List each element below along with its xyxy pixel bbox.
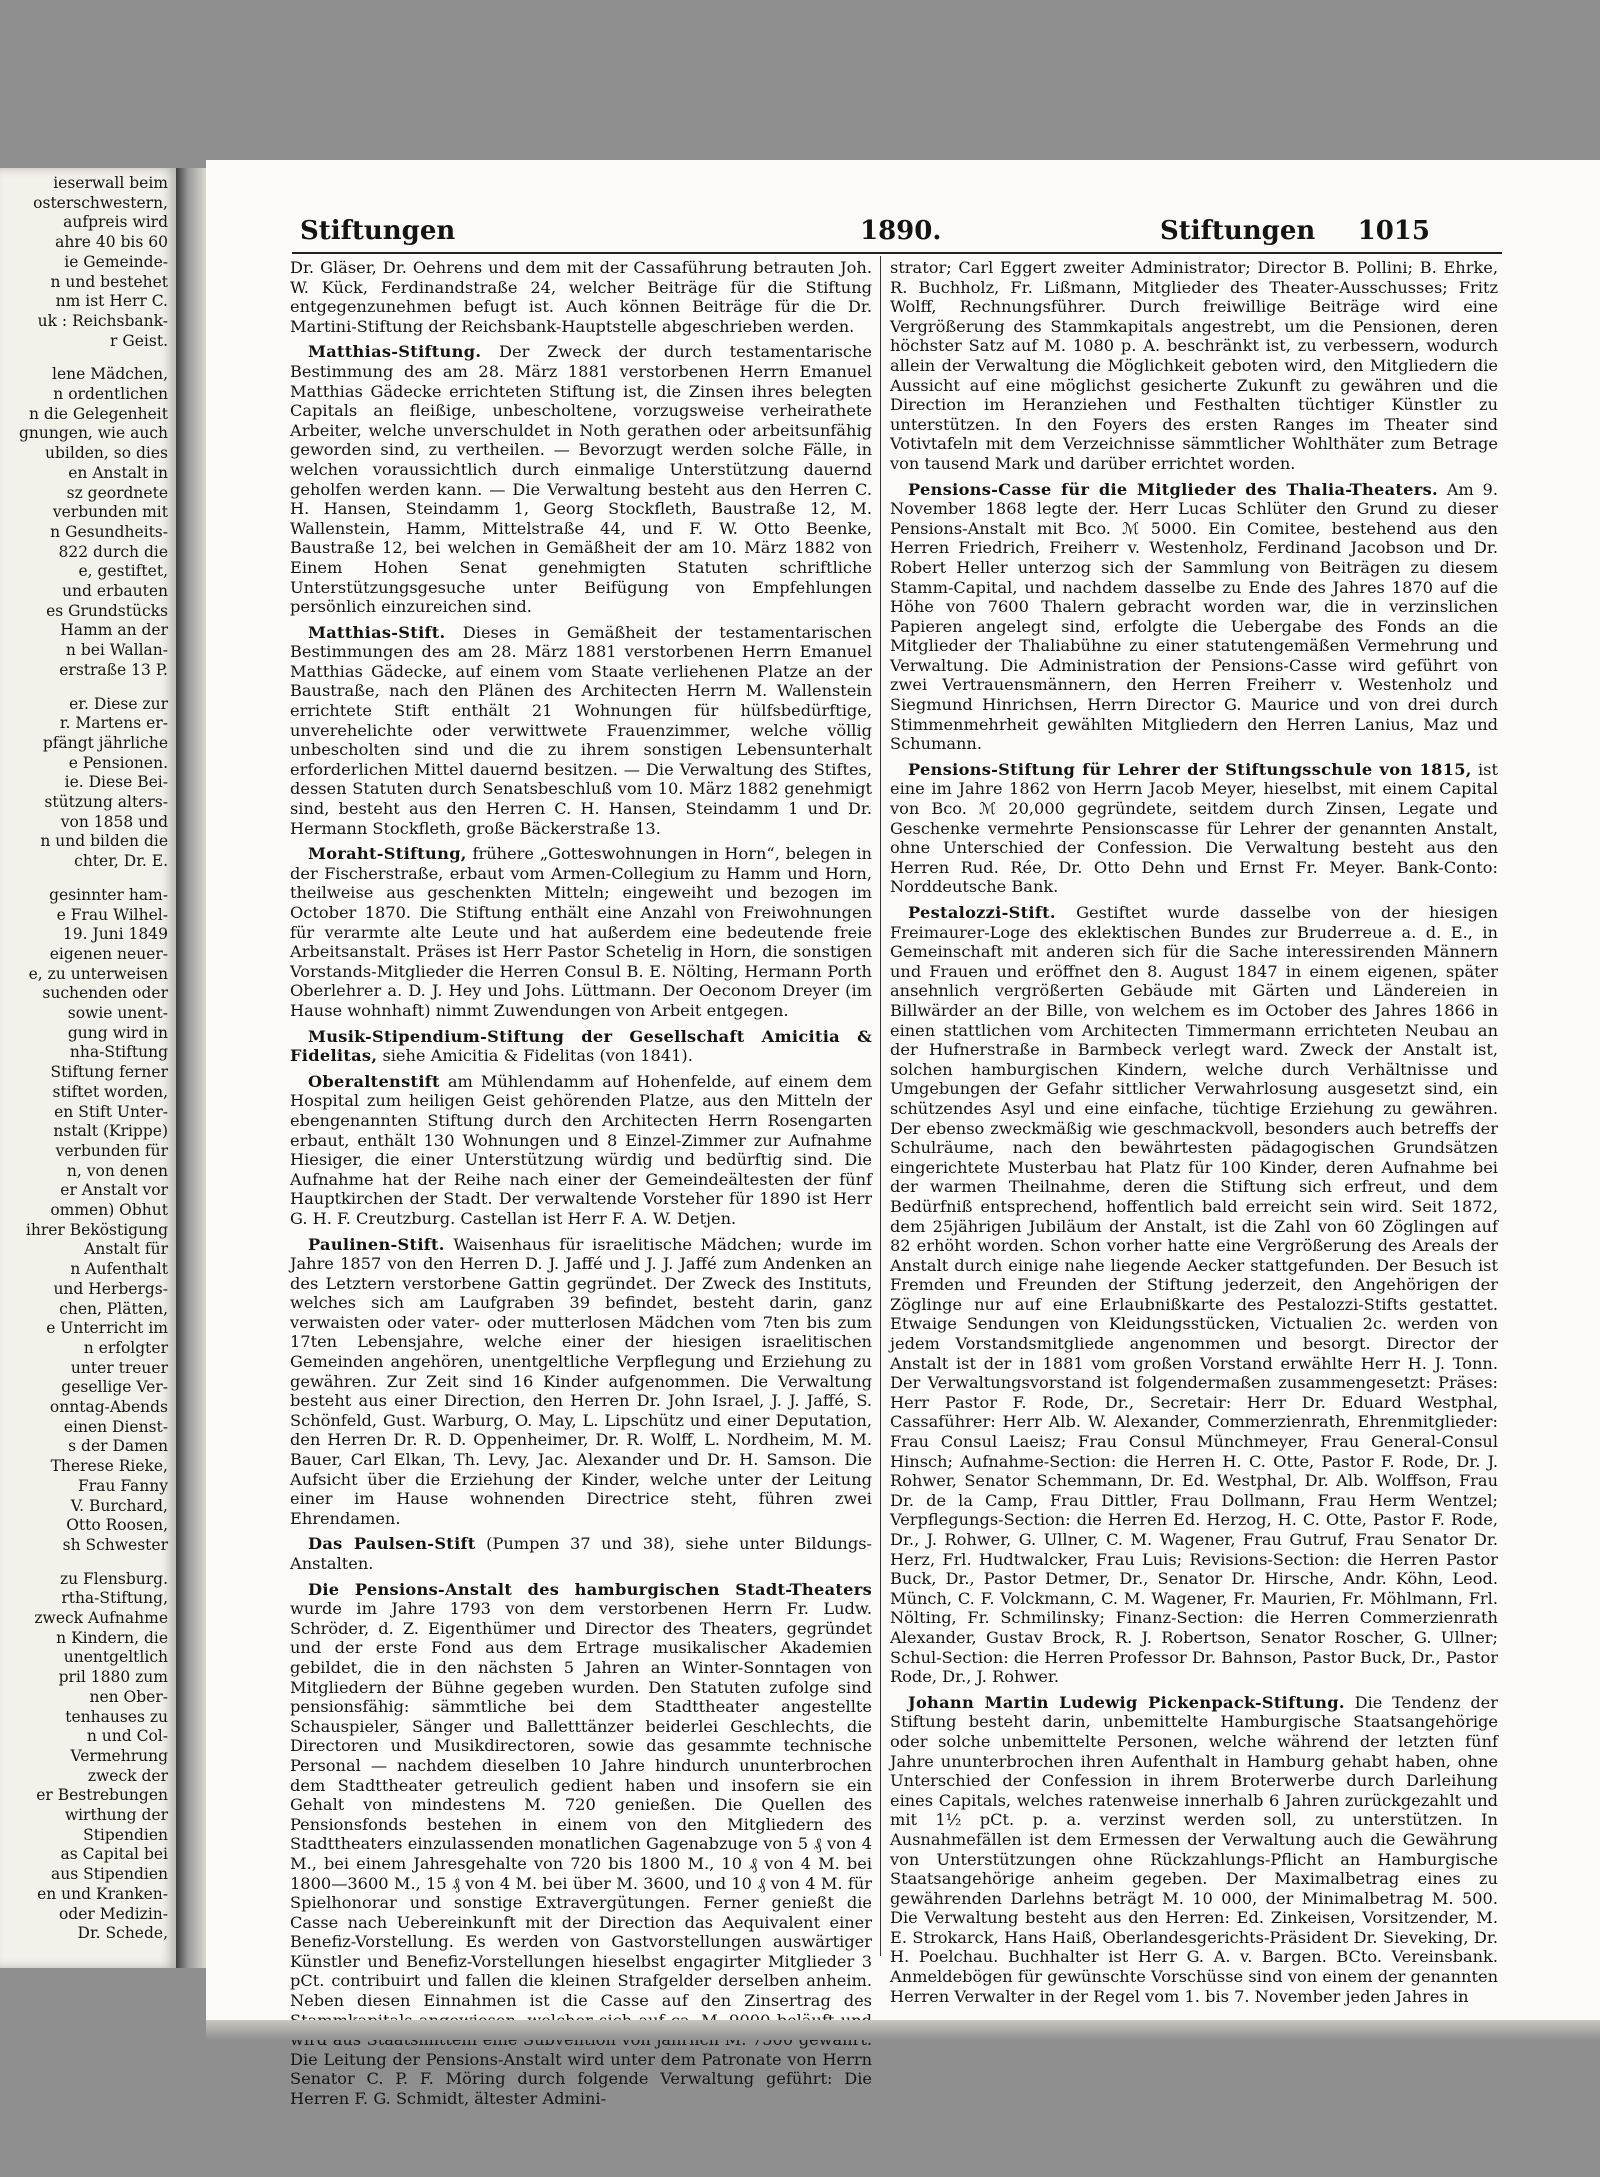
column-intro: Dr. Gläser, Dr. Oehrens und dem mit der Cassaführung betrauten Joh. W. Kück, Ferdinandstraße 24, welcher Beiträge für die Stiftung entgegenzunehmen befugt ist. Auch können Beiträge für die Dr. Martini-Stiftung der Reichsbank-Hauptstelle abgeschrieben werden. <box>290 258 872 336</box>
fragment-line: e Frau Wilhel- <box>56 905 168 924</box>
entry-title: Moraht-Stiftung, <box>308 844 467 864</box>
right-column <box>890 258 1498 2012</box>
entry-title: Matthias-Stiftung. <box>308 342 482 362</box>
fragment-line: unter treuer <box>70 1358 168 1377</box>
fragment-line: en Anstalt in <box>68 463 168 482</box>
fragment-line: pril 1880 zum <box>58 1668 168 1687</box>
entry-paragraph <box>890 903 1498 1687</box>
fragment-line: ie Gemeinde- <box>64 252 168 271</box>
fragment-line: en Stift Unter- <box>54 1102 168 1121</box>
entry-paragraph <box>290 1027 872 1066</box>
entry-text: ist eine im Jahre 1862 von Herrn Jacob Meyer, hieselbst, mit einem Capital von Bco. ℳ 20,000 gegründete, seitdem durch Zinsen, Legate und Geschenke vermehrte Pensionscasse für Lehrer der genannten Anstalt, ohne Unterschied der Confession. Die Verwaltung besteht aus den Herren Rud. Rée, Dr. Otto Dehn und Ernst Fr. Meyer. Bank-Conto: Norddeutsche Bank. <box>890 759 1498 897</box>
fragment-line: r. Martens er- <box>59 714 168 733</box>
fragment-line: n Gesundheits- <box>50 522 168 541</box>
fragment-line: Anstalt für <box>84 1240 168 1259</box>
fragment-line: Hamm an der <box>60 621 168 640</box>
fragment-line: ubilden, so dies <box>45 444 168 463</box>
fragment-line: s der Damen <box>68 1437 168 1456</box>
fragment-line: und erbauten <box>62 582 168 600</box>
fragment-line: n Kindern, die <box>56 1628 168 1647</box>
fragment-line: Frau Fanny <box>78 1476 168 1495</box>
header-right-title: Stiftungen <box>1160 216 1316 246</box>
fragment-line: nha-Stiftung <box>69 1043 168 1062</box>
fragment-line: suchenden oder <box>42 984 168 1003</box>
fragment-line: wirthung der <box>64 1806 168 1824</box>
entry-text: Am 9. November 1868 legte der. Herr Lucas Schlüter den Grund zu dieser Pensions-Anstalt mit Bco. ℳ 5000. Ein Comitee, bestehend aus den Herren Friedrich, Freiherr v. Westenholz, Ferdinand Jacobson und Dr. Robert Heller unterzog sich der Sammlung von Beiträgen zu diesem Stamm-Capital, und nachdem dasselbe zu Ende des Jahres 1870 auf die Höhe von 7600 Thalern gebracht worden war, die in verzinslichen Papieren angelegt sind, erfolgte die Uebergabe des Fonds an die Mitglieder der Thaliabühne zu einer statutengemäßen Vermehrung und Verwaltung. Die Administration der Pensions-Casse wird geführt von zwei Vertrauensmännern, den Herren Freiherr v. Westenholz und Siegmund Hinrichsen, Herrn Director G. Maurice und von drei durch Stimmenmehrheit gewählten Mitgliedern den Herren Lanius, Maz und Schumann. <box>890 479 1498 754</box>
entry-title: Musik-Stipendium-Stiftung der Gesellschaft Amicitia & Fidelitas, <box>290 1026 872 1066</box>
fragment-line: von 1858 und <box>60 812 168 831</box>
fragment-line: er Bestrebungen <box>36 1786 168 1805</box>
entry-title: Pensions-Casse für die Mitglieder des Thalia-Theaters. <box>908 479 1438 499</box>
entry-title: Johann Martin Ludewig Pickenpack-Stiftung. <box>908 1692 1345 1712</box>
column-intro: strator; Carl Eggert zweiter Administrator; Director B. Pollini; B. Ehrke, R. Buchholz, Fr. Lißmann, Mitglieder des Theater-Ausschusses; Fritz Wolff, Rechnungsführer. Durch freiwillige Beiträge wird eine Vergrößerung des Stammkapitals angestrebt, um die Pensionen, deren höchster Satz auf M. 1080 p. A. beschränkt ist, zu verbessern, wodurch allein der Verwaltung die Möglichkeit geboten wird, den Mitgliedern die Aussicht auf eine möglichst gesicherte Zukunft zu gewähren und die Direction im Heranziehen und Festhalten tüchtiger Künstler zu unterstützen. In den Foyers des ersten Ranges im Theater sind Votivtafeln mit dem Verzeichnisse sämmtlicher Wohlthäter zum Betrage von tausend Mark und darüber errichtet worden. <box>890 258 1498 473</box>
entry-text: am Mühlendamm auf Hohenfelde, auf einem dem Hospital zum heiligen Geist gehörenden Platze, aus den Mitteln der ebengenannten Stiftung durch den Architecten Herrn Rosengarten erbaut, enthält 130 Wohnungen und 8 Einzel-Zimmer zur Aufnahme Hiesiger, die einer Unterstützung würdig und bedürftig sind. Die Aufnahme hat der Reihe nach einer der Gemeindeältesten der fünf Hauptkirchen der Stadt. Der verwaltende Vorsteher für 1890 ist Herr G. H. F. Creutzburg. Castellan ist Herr F. A. W. Detjen. <box>290 1071 872 1228</box>
page-number: 1015 <box>1357 216 1430 246</box>
entry-paragraph <box>290 623 872 839</box>
entry-title: Das Paulsen-Stift <box>308 1534 476 1554</box>
fragment-line: n bei Wallan- <box>65 641 168 660</box>
fragment-line: gesellige Ver- <box>61 1378 168 1397</box>
fragment-line: nen Ober- <box>89 1687 168 1706</box>
fragment-line: 822 durch die <box>58 542 168 561</box>
column-divider <box>880 256 881 1956</box>
header-left-title: Stiftungen <box>300 216 456 246</box>
fragment-line: nm ist Herr C. <box>55 292 168 311</box>
entry-title: Oberaltenstift <box>308 1071 440 1091</box>
fragment-line: zu Flensburg. <box>59 1569 168 1588</box>
book-gutter <box>176 168 206 1968</box>
entry-title: Pestalozzi-Stift. <box>908 903 1056 922</box>
fragment-line: n und Col- <box>86 1727 168 1746</box>
fragment-line: sh Schwester <box>62 1535 168 1554</box>
fragment-line: nstalt (Krippe) <box>53 1122 168 1141</box>
fragment-line: n und bilden die <box>40 832 168 851</box>
fragment-line: pfängt jährliche <box>42 733 168 752</box>
fragment-line: er. Diese zur <box>69 694 168 713</box>
entry-text: (Pumpen 37 und 38), siehe unter Bildungs-Anstalten. <box>290 1534 872 1573</box>
header-rule <box>292 252 1502 254</box>
entry-paragraph <box>290 1072 872 1229</box>
fragment-line: es Grundstücks <box>46 601 168 620</box>
fragment-line: ahre 40 bis 60 <box>55 233 168 252</box>
entry-title: Die Pensions-Anstalt des hamburgischen Stadt-Theaters <box>308 1579 872 1599</box>
fragment-line: onntag-Abends <box>49 1398 168 1416</box>
fragment-line: tenhauses zu <box>65 1707 168 1726</box>
fragment-line: n die Gelegenheit <box>29 404 168 423</box>
fragment-line: gesinnter ham- <box>49 885 168 904</box>
entry-text: wurde im Jahre 1793 von dem verstorbenen Herrn Fr. Ludw. Schröder, d. Z. Eigenthümer und Director des Theaters, gegründet und der erste Fond aus dem Ertrage musikalischer Akademien gebildet, die in den nächsten 5 Jahren an Winter-Sonntagen von Mitgliedern der Bühne gegeben wurden. Den Statuten zufolge sind pensionsfähig: sämmtliche bei dem Stadttheater angestellte Schauspieler, Sänger und Balletttänzer beiderlei Geschlechts, die Directoren und Musikdirectoren, sowie das gesammte technische Personal — nachdem dieselben 10 Jahre hindurch ununterbrochen dem Stadttheater getreulich gedient haben und insofern sie ein Gehalt von mindestens M. 720 genießen. Die Quellen des Pensionsfonds bestehen in einem von den Mitgliedern des Stadttheaters einzulassenden monatlichen Gagenabzuge von 5 ₰ von 4 M., bei einem Jahresgehalte von 720 bis 1800 M., 10 ₰ von 4 M. bei 1800—3600 M., 15 ₰ von 4 M. bei über M. 3600, und 10 ₰ von 4 M. für Spielhonorar und sonstige Extravergütungen. Ferner genießt die Casse nach Uebereinkunft mit der Direction das Aequivalent einer Benefiz-Vorstellung. Es werden von Gastvorstellungen auswärtiger Künstler und Benefiz-Vorstellungen hieselbst engagirter Mitglieder 3 pCt. contribuirt und fallen die kleinen Strafgelder derselben anheim. Neben diesen Einnahmen ist die Casse auf den Zinsertrag des Die Leitung der Pensions-Anstalt wird unter dem Patronate von Herrn Senator C. P. F. Möring durch folgende Verwaltung geführt: Die Herren F. G. Schmidt, ältester Admini- <box>290 1599 872 2109</box>
entry-text: Der Zweck der durch testamentarische Bestimmung des am 28. März 1881 verstorbenen Herrn Emanuel Matthias Gädecke errichteten Stiftung ist, die Zinsen ihres belegten Capitals an fleißige, unbescholtene, vorzugsweise verheirathete Arbeiter, welche unverschuldet in Noth gerathen oder arbeitsunfähig geworden sind, zu vertheilen. — Bevorzugt werden solche Fälle, in welchen voraussichtlich durch einmalige Unterstützung dauernd geholfen werden kann. — Die Verwaltung besteht aus den Herren C. H. Hansen, Steindamm 1, Georg Stockfleth, Baustraße 12, M. Wallenstein, Hamm, Mittelstraße 44, und F. W. Otto Beenke, Baustraße 12, bei welchen in Gemäßheit der am 10. März 1882 von Einem Hohen Senat genehmigten Statuten schriftliche Unterstützungsgesuche unter Beifügung von Empfehlungen persönlich einzureichen sind. <box>290 342 872 617</box>
fragment-line: chen, Plätten, <box>59 1299 168 1318</box>
fragment-line: ommen) Obhut <box>50 1201 168 1219</box>
fragment-line: aufpreis wird <box>63 213 168 232</box>
left-column <box>290 258 872 2115</box>
fragment-line: ieserwall beim <box>53 174 168 192</box>
entry-text: frühere „Gotteswohnungen in Horn“, belegen in der Fischerstraße, erbaut vom Armen-Collegium zu Hamm und Horn, theilweise aus geschenkten Mitteln; eingeweiht und bezogen im October 1870. Die Stiftung enthält eine Anzahl von Freiwohnungen für verarmte alte Leute und hat außerdem eine bedeutende freie Arbeitsanstalt. Präses ist Herr Pastor Schetelig in Horn, die sonstigen Vorstands-Mitglieder die Herren Consul B. E. Nölting, Hermann Porth Oberlehrer a. D. J. Hey und Johs. Lüttmann. Der Oeconom Dreyer (im Hause wohnhaft) nimmt Zuwendungen von Arbeit entgegen. <box>290 844 872 1020</box>
entry-paragraph <box>290 1534 872 1573</box>
fragment-line: stützung alters- <box>44 793 168 811</box>
header-year: 1890. <box>860 216 942 246</box>
fragment-line: n und bestehet <box>50 272 168 291</box>
fragment-line: ihrer Beköstigung <box>25 1220 168 1239</box>
fragment-line: sz geordnete <box>66 483 168 502</box>
fragment-line: einen Dienst- <box>63 1417 168 1436</box>
fragment-line: ie. Diese Bei- <box>64 773 168 792</box>
entry-title: Matthias-Stift. <box>308 622 446 642</box>
fragment-line: en und Kranken- <box>37 1884 168 1903</box>
fragment-line: uk : Reichsbank- <box>37 311 168 330</box>
fragment-line: verbunden mit <box>52 503 168 522</box>
fragment-line: Stipendien <box>83 1825 168 1844</box>
fragment-line: Dr. Schede, <box>77 1924 168 1943</box>
entry-text: Dieses in Gemäßheit der testamentarischen Bestimmungen des am 28. März 1881 verstorbenen Herrn Emanuel Matthias Gädecke, auf einem vom Staate verliehenen Platze an der Baustraße, nach den Plänen des Architecten Herrn M. Wallenstein errichtete Stift enthält 21 Wohnungen für hülfsbedürftige, unverehelichte oder verwittwete Frauenzimmer, welche völlig unbescholten sind und die zu ihrem sonstigen Lebensunterhalt erforderlichen Mittel dauernd besitzen. — Die Verwaltung des Stiftes, dessen Statuten durch Senatsbeschluß vom 10. März 1882 genehmigt sind, besteht aus den Herren C. H. Hansen, Steindamm 1 und Dr. Hermann Stockfleth, große Bäckerstraße 13. <box>290 622 872 838</box>
fragment-line: V. Burchard, <box>70 1496 168 1515</box>
entry-paragraph <box>290 844 872 1020</box>
fragment-line: as Capital bei <box>60 1845 168 1864</box>
entry-title: Paulinen-Stift. <box>308 1234 445 1254</box>
fragment-line: verbunden für <box>55 1141 168 1160</box>
fragment-line: Vermehrung <box>70 1746 168 1765</box>
fragment-line: e, gestiftet, <box>78 562 168 581</box>
fragment-line: und Herbergs- <box>53 1279 168 1298</box>
entry-paragraph <box>290 342 872 616</box>
fragment-line: Stiftung ferner <box>50 1063 168 1082</box>
fragment-line: lene Mädchen, <box>52 365 168 384</box>
fragment-line: e Pensionen. <box>68 753 168 772</box>
fragment-line: Otto Roosen, <box>66 1516 168 1535</box>
fragment-line: stiftet worden, <box>52 1082 168 1101</box>
fragment-line: sowie unent- <box>67 1004 168 1022</box>
fragment-line: er Anstalt vor <box>60 1181 168 1200</box>
entry-paragraph <box>290 1235 872 1529</box>
entry-text: Die Tendenz der Stiftung besteht darin, unbemittelte Hamburgische Staatsangehörige oder solche unbemittelte Personen, welche während der letzten fünf Jahre ununterbrochen ihren Aufenthalt in Hamburg gehabt haben, ohne Unterschied der Confession in ihrem Broterwerbe durch Darleihung eines Capitals, welches ratenweise innerhalb 6 Jahren zurückgezahlt und mit 1½ pCt. p. a. verzinst werden soll, zu unterstützen. In Ausnahmefällen ist dem Ermessen der Verwaltung auch die Gewährung von Unterstützungen ohne Rückzahlungs-Pflicht an Hamburgische Staatsangehörige anheim gegeben. Der Maximalbetrag eines zu gewährenden Darlehns beträgt M. 10 000, der Minimalbetrag M. 500. Die Verwaltung besteht aus den Herren: Ed. Zinkeisen, Vorsitzender, M. E. Strokarck, Hans Haiß, Oberlandesgerichts-Präsident Dr. Sieveking, Dr. H. Poelchau. Buchhalter ist Herr G. A. v. Bargen. BCto. Vereinsbank. Anmeldebögen für gewünschte Vorschüsse sind von einem der genannten Herren Verwalter in der Regel vom 1. bis 7. November jeden Jahres in <box>890 1692 1498 2006</box>
adjacent-page-fragment <box>0 168 176 1968</box>
fragment-line: e, zu unterweisen <box>28 964 168 983</box>
entry-paragraph <box>890 480 1498 754</box>
fragment-line: unentgeltlich <box>63 1648 168 1667</box>
fragment-line: n, von denen <box>66 1161 168 1180</box>
entry-paragraph <box>890 760 1498 897</box>
page-bottom-edge <box>206 2020 1600 2040</box>
entry-paragraph <box>890 1693 1498 2007</box>
fragment-line: n ordentlichen <box>53 385 168 403</box>
fragment-line: osterschwestern, <box>33 193 168 212</box>
fragment-line: eigenen neuer- <box>49 944 168 963</box>
fragment-line: zweck der <box>87 1766 168 1785</box>
entry-title: Pensions-Stiftung für Lehrer der Stiftungsschule von 1815, <box>908 759 1472 779</box>
fragment-line: zweck Aufnahme <box>34 1609 168 1627</box>
fragment-line: chter, Dr. E. <box>74 852 168 871</box>
fragment-line: Therese Rieke, <box>50 1457 168 1476</box>
running-header <box>300 216 1430 256</box>
fragment-line: e Unterricht im <box>46 1319 168 1338</box>
fragment-line: gnungen, wie auch <box>18 424 168 443</box>
entry-text: Waisenhaus für israelitische Mädchen; wurde im Jahre 1857 von den Herren D. J. Jaffé und J. J. Jaffé zum Andenken an des Letztern verstorbene Gattin gegründet. Der Zweck des Instituts, welches sich am Laufgraben 39 befindet, besteht darin, ganz verwaisten oder vater- oder mutterlosen Mädchen vom 7ten bis zum 17ten Lebensjahre, welche einer der hiesigen israelitischen Gemeinden angehören, unentgeltliche Verpflegung und Erziehung zu gewähren. Zur Zeit sind 16 Kinder aufgenommen. Die Verwaltung besteht aus einer Direction, den Herren Dr. John Israel, J. J. Jaffé, S. Schönfeld, Gust. Warburg, O. May, L. Lipschütz und einer Deputation, den Herren Dr. R. D. Oppenheimer, Dr. R. Wolff, L. Nordheim, M. M. Bauer, Carl Elkan, Th. Levy, Jac. Alexander und Dr. H. Samson. Die Aufsicht über die Erziehung der Kinder, welche unter der Leitung einer im Hause wohnenden Directrice steht, führen zwei Ehrendamen. <box>290 1234 872 1528</box>
fragment-line: rtha-Stiftung, <box>61 1589 168 1608</box>
fragment-line: erstraße 13 P. <box>59 660 168 679</box>
entry-text: Gestiftet wurde dasselbe von der hiesigen Freimaurer-Loge des eklektischen Bundes zur Bruderreue a. d. E., in Gemeinschaft mit anderen sich für die Sache interessirenden Männern und Frauen und eröffnet den 8. August 1847 in einem eigenen, später ansehnlich vergrößerten Gebäude mit Gärten und Ländereien in Billwärder an der Bille, von welchem es im October des Jahres 1866 in einen stattlichen vom Architecten Timmermann errichteten Neubau an der Hufnerstraße in Barmbeck verlegt ward. Zweck der Anstalt ist, solchen hamburgischen Kindern, welche durch Verhältnisse und Umgebungen der Gefahr sittlicher Verwahrlosung ausgesetzt sind, ein schützendes Asyl und eine einfache, tüchtige Erziehung zu gewähren. Der ebenso zweckmäßig wie geschmackvoll, besonders auch betreffs der Schulräume, nach den bewährtesten pädagogischen Grundsätzen eingerichtete Musterbau hat Platz für 100 Kinder, deren Aufnahme bei der warmen Theilnahme, deren die Stiftung sich erfreut, und dem Bedürfniß entsprechend, hoffentlich bald erreicht sein wird. Seit 1872, dem 25jährigen Jubiläum der Anstalt, ist die Zahl von 60 Zöglingen auf 82 erhöht worden. Schon vorher hatte eine Vergrößerung des Areals der Anstalt durch einige nahe liegende Aecker stattgefunden. Der Besuch ist Fremden und Freunden der Stiftung jederzeit, den Angehörigen der Zöglinge nur auf eine Erlaubnißkarte des Pestalozzi-Stifts gestattet. Etwaige Sendungen von Kleidungsstücken, Victualien 2c. werden von jedem Vorstandsmitgliede angenommen und besorgt. Director der Anstalt ist der in 1881 vom großen Vorstand erwählte Herr H. J. Tonn. Der Verwaltungsvorstand ist folgendermaßen zusammengesetzt: Präses: Herr Pastor F. Rode, Dr., Secretair: Herr Dr. Eduard Westphal, Cassaführer: Herr Alb. W. Alexander, Commerzienrath, Ehrenmitglieder: Frau Consul Laeisz; Frau Consul Münchmeyer, Frau General-Consul Hinsch; Aufnahme-Section: die Herren H. C. Otte, Pastor F. Rode, Dr. J. Rohwer, Senator Schemmann, Dr. Ed. Westphal, Dr. Alb. Wolffson, Frau Dr. de la Camp, Frau Dittler, Frau Dollmann, Frau Herm Wentzel; Verpflegungs-Section: die Herren Ed. Herzog, H. C. Otte, Pastor F. Rode, Dr., J. Rohwer, G. Ullner, C. M. Wagener, Frau Gutruf, Frau Senator Dr. Herz, Frl. Hudtwalcker, Frau Luis; Revisions-Section: die Herren Pastor Buck, Dr., Pastor Detmer, Dr., Senator Dr. Hirsche, Andr. Köhn, Leod. Münch, C. F. Volckmann, C. M. Wagener, Fr. Maurien, Fr. Möhlmann, Frl. Nölting, Fr. Schmilinsky; Finanz-Section: die Herren Commerzienrath Alexander, Gustav Brock, R. J. Robertson, Senator Roscher, G. Ullner; Schul-Section: die Herren Professor Dr. Bahnson, Pastor Buck, Dr., Pastor Rode, Dr., J. Rohwer. <box>890 903 1498 1687</box>
fragment-line: r Geist. <box>110 331 168 350</box>
fragment-line: gung wird in <box>67 1023 168 1042</box>
fragment-line: oder Medizin- <box>58 1904 168 1923</box>
fragment-line: n erfolgter <box>83 1338 168 1357</box>
entry-text: siehe Amicitia & Fidelitas (von 1841). <box>382 1046 693 1066</box>
fragment-line: aus Stipendien <box>50 1865 168 1884</box>
fragment-line: n Aufenthalt <box>70 1260 168 1279</box>
fragment-line: 19. Juni 1849 <box>62 925 168 944</box>
